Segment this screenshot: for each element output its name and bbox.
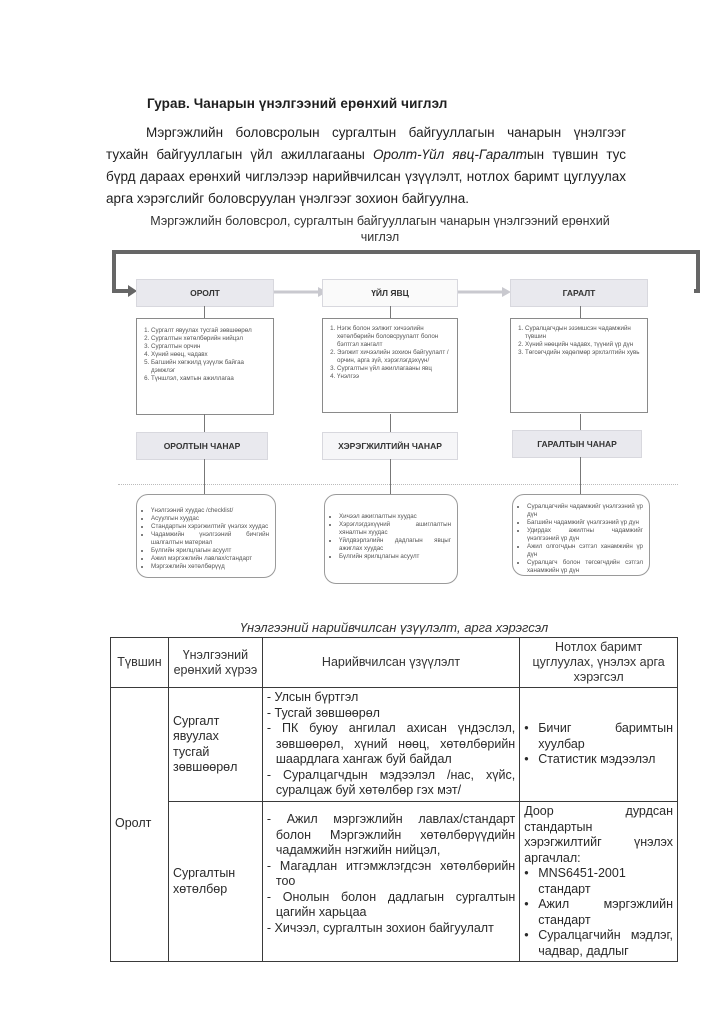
input-tool: • Чадамжийн үнэлгээний бичгийн шалгалтын материал bbox=[151, 531, 269, 547]
table-row bbox=[111, 688, 678, 802]
connector-line bbox=[580, 306, 581, 318]
arrow-process-to-output-icon bbox=[456, 286, 516, 298]
input-item: 3. Сургалтын орчин bbox=[151, 343, 269, 351]
connector-line bbox=[204, 459, 205, 494]
input-tool: • Ажил мэргэжлийн лавлах/стандарт bbox=[151, 555, 269, 563]
evaluation-table bbox=[110, 637, 678, 962]
input-item: 2. Сургалтын хөтөлбөрийн нийцэл bbox=[151, 335, 269, 343]
process-tool: • Бүлгийн ярилцлагын асуулт bbox=[339, 553, 451, 561]
output-item: 2. Хүний нөөцийн чадавх, түүний үр дүн bbox=[525, 341, 643, 349]
header-indicators: Нарийвчилсан үзүүлэлт bbox=[262, 638, 519, 688]
evidence-cell bbox=[520, 688, 678, 802]
input-item: 6. Түншлэл, хамтын ажиллагаа bbox=[151, 375, 269, 383]
output-tool: • Ажил олгогчдын сэтгэл ханамжийн үр дүн bbox=[527, 543, 643, 559]
evidence-intro: Доор дурдсан стандартын хэрэгжилтийг үнэлэх аргачлал: bbox=[524, 804, 673, 865]
indicator-item: - Улсын бүртгэл bbox=[267, 690, 515, 706]
table-caption: Үнэлгээний нарийвчилсан үзүүлэлт, арга хэрэгсэл bbox=[239, 620, 549, 635]
stage-process-box: ҮЙЛ ЯВЦ bbox=[322, 279, 458, 307]
input-tool: • Үнэлгээний хуудас /checklist/ bbox=[151, 507, 269, 515]
evidence-item: • Суралцагчийн мэдлэг, чадвар, дадлыг bbox=[524, 928, 673, 959]
indicator-item: - ПК буюу ангилал ахисан үндэслэл, зөвшөөрөл, хүний нөөц, хөтөлбөрийн шаардлага хангаж буй байдал bbox=[267, 721, 515, 768]
paragraph-text: Мэргэжлийн боловсролын сургалтын байгууллагын чанарын үнэлгээг тухайн байгууллагын үйл ажиллагааны bbox=[106, 125, 626, 162]
evidence-cell bbox=[520, 802, 678, 962]
indicator-item: - Ажил мэргэжлийн лавлах/стандарт болон Мэргэжлийн хөтөлбөрүүдийн чадамжийн нэгжийн нийцэл, bbox=[267, 812, 515, 859]
indicators-cell bbox=[262, 688, 519, 802]
connector-line bbox=[204, 414, 205, 432]
output-item: 1. Суралцагчдын эзэмшсэн чадамжийн түвшин bbox=[525, 325, 643, 341]
level-cell bbox=[111, 688, 169, 962]
indicators-cell bbox=[262, 802, 519, 962]
process-tool: • Хэрэглэгдэхүүний ашиглалтын хяналтын хуудас bbox=[339, 521, 451, 537]
level-label: Оролт bbox=[115, 815, 152, 830]
process-tool: • Хичээл ажиглалтын хуудас bbox=[339, 513, 451, 521]
process-quality-box: ХЭРЭГЖИЛТИЙН ЧАНАР bbox=[322, 432, 458, 460]
input-item: 4. Хүний нөөц, чадавх bbox=[151, 351, 269, 359]
dotted-separator bbox=[118, 484, 678, 485]
scope-cell: Сургалтын хөтөлбөр bbox=[168, 802, 262, 962]
table-header-row bbox=[111, 638, 678, 688]
process-item: 2. Ээлжит хичээлийн зохион байгуулалт /орчин, арга зүй, хэрэглэгдэхүүн/ bbox=[337, 349, 453, 365]
output-tool: • Суралцагч болон төгсөгчдийн сэтгэл ханамжийн үр дүн bbox=[527, 559, 643, 575]
header-level: Түвшин bbox=[111, 638, 169, 688]
connector-line bbox=[390, 459, 391, 494]
stage-input-box: ОРОЛТ bbox=[136, 279, 274, 307]
process-tools-box bbox=[324, 494, 458, 584]
output-quality-box: ГАРАЛТЫН ЧАНАР bbox=[512, 430, 642, 458]
output-tool: • Суралцагчийн чадамжийг үнэлгээний үр дүн bbox=[527, 503, 643, 519]
indicator-item: - Тусгай зөвшөөрөл bbox=[267, 706, 515, 722]
evidence-item: • Статистик мэдээлэл bbox=[524, 752, 673, 768]
stage-output-box: ГАРАЛТ bbox=[510, 279, 648, 307]
paragraph-text-end: ын түвшин тус бүрд дараах ерөнхий чиглэлээр нарийвчилсан үзүүлэлт, нотлох баримт цуглуулах арга хэрэгслийг боловсруулан үнэлгээг зохион байгуулна. bbox=[106, 147, 627, 206]
evidence-item: • Бичиг баримтын хуулбар bbox=[524, 721, 673, 752]
evidence-item: • Ажил мэргэжлийн стандарт bbox=[524, 897, 673, 928]
connector-line bbox=[204, 306, 205, 318]
table-row bbox=[111, 802, 678, 962]
output-tool: • Багшийн чадамжийг үнэлгээний үр дүн bbox=[527, 519, 643, 527]
header-scope: Үнэлгээний ерөнхий хүрээ bbox=[168, 638, 262, 688]
input-tool: • Асуулгын хуудас bbox=[151, 515, 269, 523]
output-item: 3. Төгсөгчдийн хөдөлмөр эрхлэлтийн хувь bbox=[525, 349, 643, 357]
process-items-box bbox=[322, 318, 458, 413]
input-tool: • Мэргэжлийн хөтөлбөрүүд bbox=[151, 563, 269, 571]
process-item: 1. Нэгж болон ээлжит хичээлийн хөтөлбөрийн боловсруулалт болон бэлтгэл хангалт bbox=[337, 325, 453, 349]
indicator-item: - Суралцагчдын мэдээлэл /нас, хүйс, суралцаж буй хөтөлбөр гэх мэт/ bbox=[267, 768, 515, 799]
input-items-box bbox=[136, 318, 274, 415]
evidence-item: • MNS6451-2001 стандарт bbox=[524, 866, 673, 897]
scope-cell: Сургалт явуулах тусгай зөвшөөрөл bbox=[168, 688, 262, 802]
process-item: 4. Үнэлгээ bbox=[337, 373, 453, 381]
output-tool: • Удирдах ажилтны чадамжийг үнэлгээний үр дүн bbox=[527, 527, 643, 543]
input-quality-box: ОРОЛТЫН ЧАНАР bbox=[136, 432, 268, 460]
process-item: 3. Сургалтын үйл ажиллагааны явц bbox=[337, 365, 453, 373]
indicator-item: - Онолын болон дадлагын сургалтын цагийн харьцаа bbox=[267, 890, 515, 921]
input-item: 1. Сургалт явуулах тусгай зөвшөөрөл bbox=[151, 327, 269, 335]
process-tool: • Үйлдвэрлэлийн дадлагын явцыг ажиглах хуудас bbox=[339, 537, 451, 553]
input-item: 5. Багшийн хөгжилд үзүүлж байгаа дэмжлэг bbox=[151, 359, 269, 375]
input-tools-box bbox=[136, 494, 276, 578]
section-heading: Гурав. Чанарын үнэлгээний ерөнхий чиглэл bbox=[147, 96, 448, 111]
intro-paragraph bbox=[106, 122, 626, 210]
connector-line bbox=[390, 414, 391, 432]
diagram-title: Мэргэжлийн боловсрол, сургалтын байгууллагын чанарын үнэлгээний ерөнхий чиглэл bbox=[150, 214, 610, 244]
output-tools-box bbox=[512, 494, 650, 576]
indicator-item: - Хичээл, сургалтын зохион байгуулалт bbox=[267, 921, 515, 937]
header-evidence: Нотлох баримт цуглуулах, үнэлэх арга хэрэгсэл bbox=[520, 638, 678, 688]
paragraph-italic-term: Оролт-Үйл явц-Гаралт bbox=[373, 147, 527, 162]
connector-line bbox=[390, 306, 391, 318]
connector-line bbox=[580, 457, 581, 494]
connector-line bbox=[580, 414, 581, 430]
input-tool: • Бүлгийн ярилцлагын асуулт bbox=[151, 547, 269, 555]
output-items-box bbox=[510, 318, 648, 413]
input-tool: • Стандартын хэрэгжилтийг үнэлэх хуудас bbox=[151, 523, 269, 531]
indicator-item: - Магадлан итгэмжлэгдсэн хөтөлбөрийн тоо bbox=[267, 859, 515, 890]
